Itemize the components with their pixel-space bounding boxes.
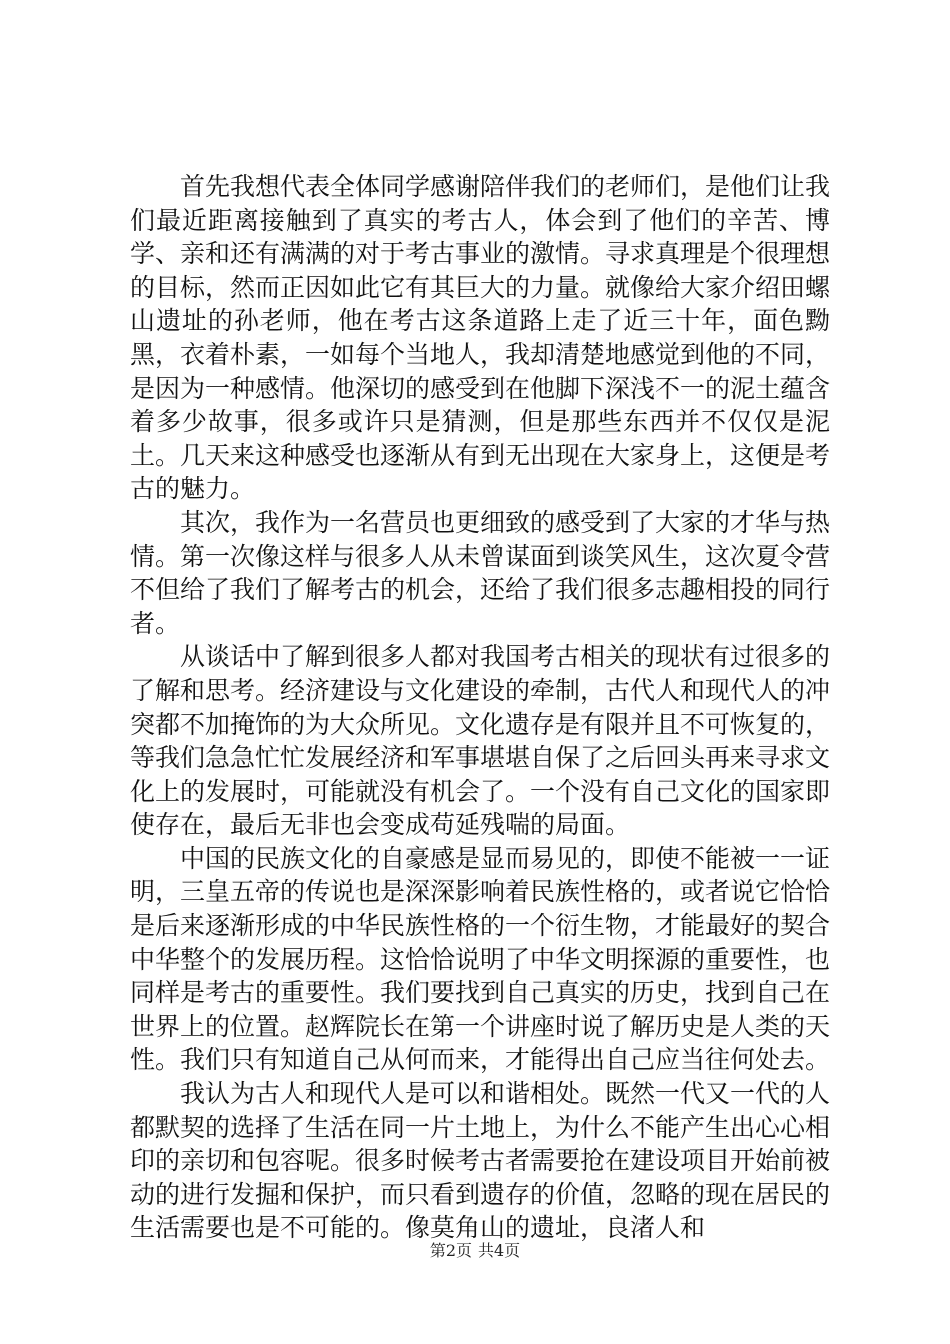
paragraph-1: 首先我想代表全体同学感谢陪伴我们的老师们，是他们让我们最近距离接触到了真实的考古人，体会到了他们的辛苦、博学、亲和还有满满的对于考古事业的激情。寻求真理是个很理想的目标，然而正因如此它有其巨大的力量。就像给大家介绍田螺山遗址的孙老师，他在考古这条道路上走了近三十年，面色黝黑，衣着朴素，一如每个当地人，我却清楚地感觉到他的不同，是因为一种感情。他深切的感受到在他脚下深浅不一的泥土蕴含着多少故事，很多或许只是猜测，但是那些东西并不仅仅是泥土。几天来这种感受也逐渐从有到无出现在大家身上，这便是考古的魅力。: [130, 172, 831, 504]
paragraph-4: 中国的民族文化的自豪感是显而易见的，即使不能被一一证明，三皇五帝的传说也是深深影响着民族性格的，或者说它恰恰是后来逐渐形成的中华民族性格的一个衍生物，才能最好的契合中华整个的发展历程。这恰恰说明了中华文明探源的重要性，也同样是考古的重要性。我们要找到自己真实的历史，找到自己在世界上的位置。赵辉院长在第一个讲座时说了解历史是人类的天性。我们只有知道自己从何而来，才能得出自己应当往何处去。: [130, 843, 831, 1075]
page-total: 共4页: [478, 1241, 521, 1260]
paragraph-3: 从谈话中了解到很多人都对我国考古相关的现状有过很多的了解和思考。经济建设与文化建设的牵制，古代人和现代人的冲突都不加掩饰的为大众所见。文化遗存是有限并且不可恢复的，等我们急急忙忙发展经济和军事堪堪自保了之后回头再来寻求文化上的发展时，可能就没有机会了。一个没有自己文化的国家即使存在，最后无非也会变成苟延残喘的局面。: [130, 642, 831, 840]
page-number: 第2页: [429, 1241, 472, 1260]
paragraph-5: 我认为古人和现代人是可以和谐相处。既然一代又一代的人都默契的选择了生活在同一片土地上，为什么不能产生出心心相印的亲切和包容呢。很多时候考古者需要抢在建设项目开始前被动的进行发掘和保护，而只看到遗存的价值，忽略的现在居民的生活需要也是不可能的。像莫角山的遗址，良渚人和: [130, 1079, 831, 1243]
page-footer: [0, 1241, 950, 1261]
paragraph-2: 其次，我作为一名营员也更细致的感受到了大家的才华与热情。第一次像这样与很多人从未曾谋面到谈笑风生，这次夏令营不但给了我们了解考古的机会，还给了我们很多志趣相投的同行者。: [130, 507, 831, 638]
document-body: [130, 170, 830, 1245]
